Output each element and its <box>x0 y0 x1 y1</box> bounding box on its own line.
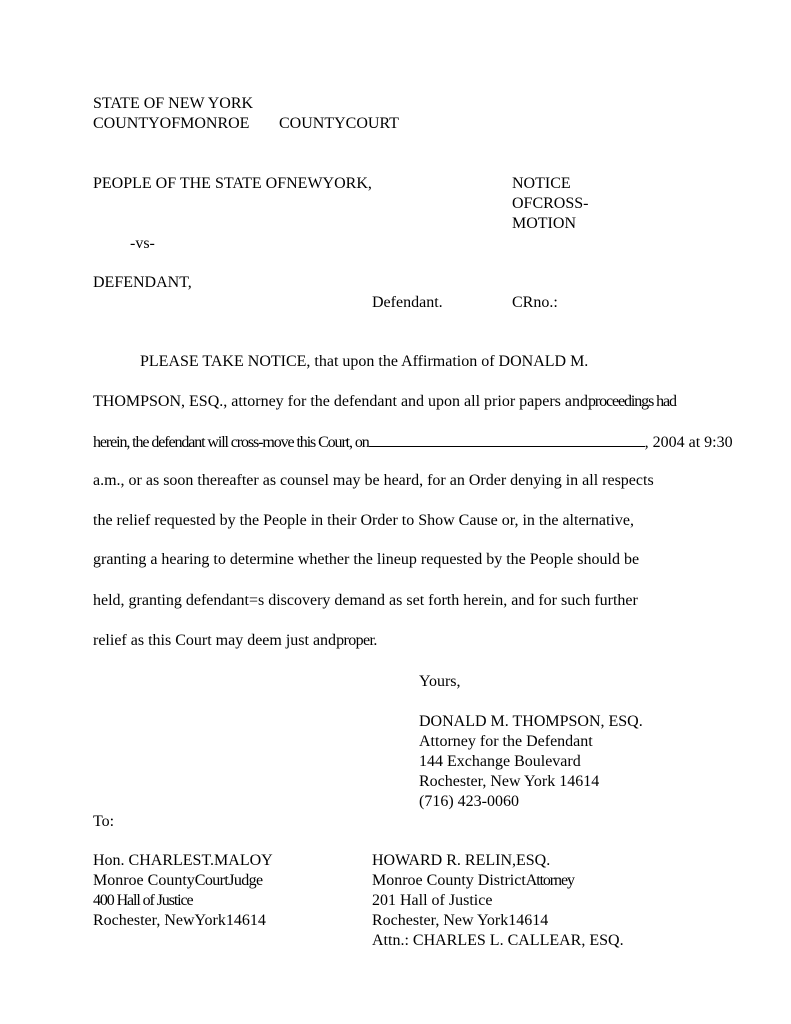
case-number-label: CRno.: <box>512 294 558 311</box>
body-line-8-condensed: proper. <box>336 632 377 649</box>
closing: Yours, <box>419 673 461 690</box>
recipient-left-city: Rochester, NewYork14614 <box>93 912 266 929</box>
body-line-3-text: , 2004 at 9:30 <box>644 434 733 451</box>
recipient-left-title-b: CourtJudge <box>194 872 263 889</box>
recipient-right-title-b: Attorney <box>525 872 574 889</box>
body-line-8 <box>93 631 377 651</box>
people-caption: PEOPLE OF THE STATE OFNEWYORK, <box>93 175 372 192</box>
signer-city: Rochester, New York 14614 <box>419 773 600 790</box>
body-line-8-text: relief as this Court may deem just and <box>93 632 337 649</box>
notice-title-line-3: MOTION <box>512 215 576 232</box>
recipient-right-name: HOWARD R. RELIN,ESQ. <box>372 852 551 869</box>
body-line-2-condensed: proceedings had <box>588 393 676 410</box>
recipient-right-title-a: Monroe County District <box>372 872 526 889</box>
recipient-left-street: 400 Hall of Justice <box>93 892 193 909</box>
versus-label: -vs- <box>130 235 155 252</box>
body-line-2-text: THOMPSON, ESQ., attorney for the defendant and upon all prior papers and <box>93 393 588 410</box>
date-blank-line <box>369 432 645 447</box>
signer-title: Attorney for the Defendant <box>419 733 593 750</box>
body-line-3-condensed: herein, the defendant will cross-move this Court, on <box>93 434 369 451</box>
court-heading: COUNTYCOURT <box>279 115 399 132</box>
recipient-right-attn: Attn.: CHARLES L. CALLEAR, ESQ. <box>372 932 624 949</box>
body-line-6: granting a hearing to determine whether the lineup requested by the People should be <box>93 551 640 568</box>
recipient-right-street: 201 Hall of Justice <box>372 892 493 909</box>
recipient-left-title <box>93 871 263 891</box>
signer-street: 144 Exchange Boulevard <box>419 753 581 770</box>
body-line-3 <box>93 432 733 453</box>
body-line-5: the relief requested by the People in their Order to Show Cause or, in the alternative, <box>93 512 634 529</box>
notice-title-line-2: OFCROSS- <box>512 195 589 212</box>
body-line-4: a.m., or as soon thereafter as counsel may be heard, for an Order denying in all respects <box>93 472 654 489</box>
recipient-left-title-a: Monroe County <box>93 872 195 889</box>
body-line-7: held, granting defendant=s discovery demand as set forth herein, and for such further <box>93 592 638 609</box>
recipient-left-name: Hon. CHARLEST.MALOY <box>93 852 273 869</box>
defendant-label: Defendant. <box>372 294 443 311</box>
recipient-right-city: Rochester, New York14614 <box>372 912 549 929</box>
defendant-caption: DEFENDANT, <box>93 274 192 291</box>
state-heading: STATE OF NEW YORK <box>93 95 254 112</box>
recipient-right-title <box>372 871 574 891</box>
notice-title-line-1: NOTICE <box>512 175 571 192</box>
to-label: To: <box>93 813 115 830</box>
signer-phone: (716) 423-0060 <box>419 793 519 810</box>
signer-name: DONALD M. THOMPSON, ESQ. <box>419 713 643 730</box>
body-line-2 <box>93 392 676 412</box>
body-line-1: PLEASE TAKE NOTICE, that upon the Affirmation of DONALD M. <box>140 353 589 370</box>
county-heading: COUNTYOFMONROE <box>93 115 250 132</box>
